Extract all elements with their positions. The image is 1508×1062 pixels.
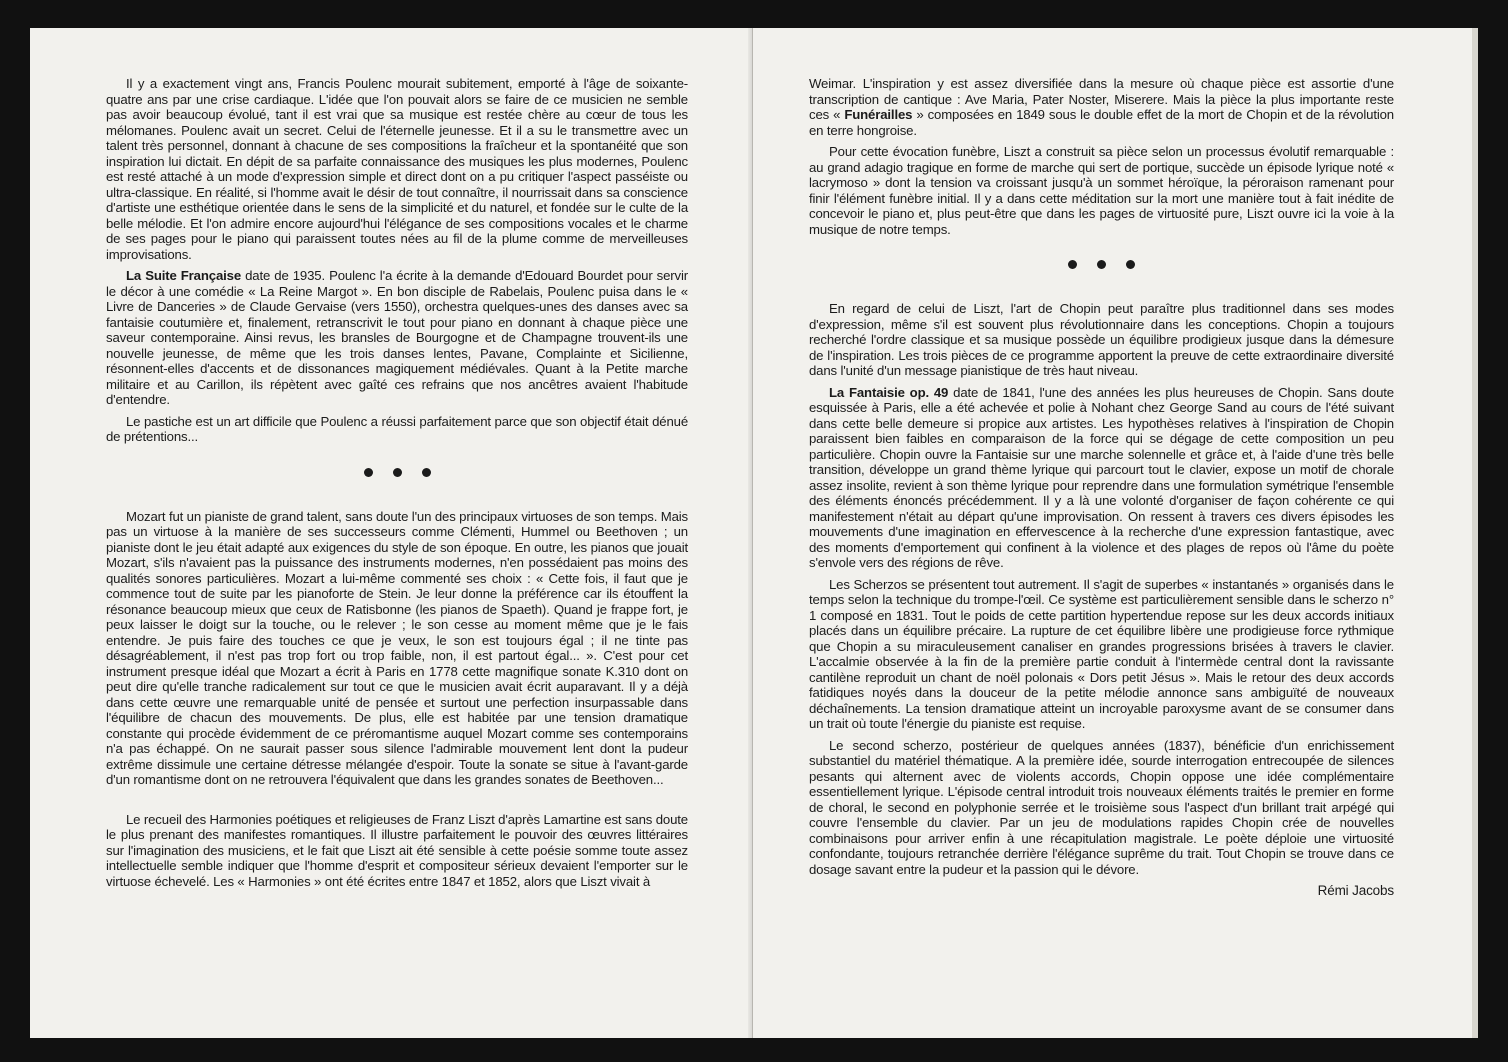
left-column — [106, 76, 688, 895]
fantaisie-paragraph — [809, 385, 1394, 571]
separator-dot-icon — [393, 468, 402, 477]
separator-dot-icon — [422, 468, 431, 477]
suite-francaise-paragraph — [106, 268, 688, 408]
section-separator-1 — [106, 465, 688, 479]
right-column — [809, 76, 1394, 899]
right-page — [753, 28, 1478, 1038]
evocation-funebre-paragraph: Pour cette évocation funèbre, Liszt a construit sa pièce selon un processus évolutif remarquable : au grand adagio tragique en forme de marche qui sert de portique, succède un épisode lyrique noté « lacrymoso » dont la tension va croissant jusqu'à un sommet héroïque, la péroraison ramenant pour finir l'élément funèbre initial. Il y a dans cette méditation sur la mort une manière tout à fait inédite de concevoir le piano et, plus peut-être que dans les pages de virtuosité pure, Liszt ouvre ici la voie à la musique de notre temps. — [809, 144, 1394, 237]
separator-dot-icon — [1097, 260, 1106, 269]
funerailles-text-a: Weimar. L'inspiration y est assez diversifiée dans la mesure où chaque pièce est assortie d'une transcription de cantique : Ave Maria, Pater Noster, Miserere. Mais la pièce la plus importante reste ces « — [809, 76, 1394, 122]
funerailles-title: Funérailles — [844, 107, 913, 122]
scherzos-paragraph: Les Scherzos se présentent tout autrement. Il s'agit de superbes « instantanés » organisés dans le temps selon la technique du trompe-l'œil. Ce système est particulièrement sensible dans le scherzo n° 1 composé en 1831. Tout le poids de cette partition hypertendue repose sur les deux accords initiaux placés dans un équilibre précaire. La rupture de cet équilibre libère une prodigieuse force rythmique que Chopin a su miraculeusement canaliser en grandes progressions brisées à travers le clavier. L'accalmie observée à la fin de la première partie conduit à l'intermède central dont la ravissante cantilène reproduit un chant de noël polonais « Dors petit Jésus ». Mais le retour des deux accords fatidiques noyés dans la douceur de la petite mélodie annonce sans ambiguïté de nouveaux déchaînements. La tension dramatique atteint un incroyable paroxysme avant de se consumer dans un trait où toute l'énergie du pianiste est requise. — [809, 576, 1394, 731]
section-separator-2 — [809, 257, 1394, 271]
fantaisie-text: date de 1841, l'une des années les plus heureuses de Chopin. Sans doute esquissée à Paris, elle a été achevée et polie à Nohant chez George Sand au cours de l'été suivant dans cette belle demeure si propice aux artistes. Les hypothèses relatives à l'inspiration de Chopin paraissent bien faibles en comparaison de la force qui se dégage de cette composition un peu particulière. Chopin ouvre la Fantaisie sur une marche solennelle et grâce et, à l'aide d'une très belle transition, développe un grand thème lyrique qui parcourt tout le clavier, expose un motif de chorale assez insolite, revient à son thème lyrique pour reprendre dans une formulation symétrique l'ensemble des éléments énoncés précédemment. Il y a là une volonté d'organiser de façon cohérente ce qui manifestement n'était au départ qu'une improvisation. On ressent à travers ces divers épisodes les mouvements d'une imagination en effervescence à la recherche d'une expression fantastique, avec des moments d'emportement qui confinent à la violence et des plages de repos où l'âme du poète s'envole vers des régions de rêve. — [809, 384, 1394, 570]
chopin-intro-paragraph: En regard de celui de Liszt, l'art de Chopin peut paraître plus traditionnel dans ses modes d'expression, même s'il est souvent plus révolutionnaire dans les conceptions. Chopin a toujours recherché l'ordre classique et sa musique possède un équilibre prodigieux jusque dans la démesure de l'inspiration. Les trois pièces de ce programme apportent la preuve de cette extraordinaire diversité dans l'unité d'un message pianistique de très haut niveau. — [809, 301, 1394, 378]
separator-dot-icon — [364, 468, 373, 477]
booklet-spread — [30, 28, 1478, 1038]
page-edge — [1472, 28, 1478, 1038]
separator-dot-icon — [1126, 260, 1135, 269]
liszt-harmonies-paragraph: Le recueil des Harmonies poétiques et religieuses de Franz Liszt d'après Lamartine est sans doute le plus prenant des manifestes romantiques. Il illustre parfaitement le pouvoir des œuvres littéraires sur l'imagination des musiciens, et le fait que Liszt ait été sensible à cette poésie somme toute assez intellectuelle semble indiquer que l'homme d'esprit et compositeur sérieux devaient l'emporter sur le virtuose échevelé. Les « Harmonies » ont été écrites entre 1847 et 1852, alors que Liszt vivait à — [106, 811, 688, 889]
mozart-paragraph: Mozart fut un pianiste de grand talent, sans doute l'un des principaux virtuoses de son temps. Mais pas un virtuose à la manière de ses successeurs comme Clémenti, Hummel ou Beethoven ; un pianiste dont le jeu était adapté aux exigences du style de son époque. En outre, les pianos que jouait Mozart, s'ils n'avaient pas la puissance des instruments modernes, n'en possédaient pas moins des qualités sonores particulières. Mozart a lui-même commenté ses choix : « Cette fois, il faut que je commence tout de suite par les pianoforte de Stein. Je leur donne la préférence car ils étouffent la résonance beaucoup mieux que ceux de Ratisbonne (les pianos de Spaeth). Quand je frappe fort, je peux laisser le doigt sur la touche, ou le relever ; le son cesse au moment même que je le fais entendre. Je puis faire des touches ce que je veux, le son est toujours égal ; il ne tinte pas désagréablement, il n'est pas trop fort ou trop faible, non, il est partout égal... ». C'est pour cet instrument presque idéal que Mozart a écrit à Paris en 1778 cette magnifique sonate K.310 dont on peut dire qu'elle tranche radicalement sur tout ce que le musicien avait écrit auparavant. Il y a déjà dans cette œuvre une remarquable unité de pensée et surtout une perfection insurpassable dans l'équilibre de chacun des mouvements. De plus, elle est habitée par une tension dramatique constante qui procède évidemment de ce préromantisme auquel Mozart comme ses contemporains n'a pas échappé. On ne saurait passer sous silence l'admirable mouvement lent dont la pudeur extrême dissimule une certaine détresse mélangée d'espoir. Toute la sonate se situe à l'avant-garde d'un romantisme dont on ne retrouvera l'équivalent que dans les grandes sonates de Beethoven... — [106, 508, 688, 787]
separator-dot-icon — [1068, 260, 1077, 269]
suite-francaise-title: La Suite Française — [126, 268, 242, 283]
fantaisie-title: La Fantaisie op. 49 — [829, 384, 949, 400]
second-scherzo-paragraph: Le second scherzo, postérieur de quelques années (1837), bénéficie d'un enrichissement substantiel du matériel thématique. A la première idée, sourde interrogation entrecoupée de silences pesants qui alternent avec de violents accords, Chopin oppose une idée complémentaire essentiellement lyrique. L'épisode central introduit trois nouveaux éléments traités le premier en forme de choral, le second en polyphonie serrée et le troisième sous l'aspect d'un brillant trait arpégé qui couvre l'ensemble du clavier. Par un jeu de modulations rapides Chopin crée de nouvelles combinaisons pour arriver enfin à une récapitulation magistrale. Le poète déploie une virtuosité confondante, toujours retranchée derrière l'élégance suprême du trait. Tout Chopin se trouve dans ce dosage savant entre la pudeur et la passion qui le dévore. — [809, 737, 1394, 877]
funerailles-text-b: » composées en 1849 sous le double effet de la mort de Chopin et de la révolution en terre hongroise. — [809, 107, 1394, 138]
left-page — [30, 28, 753, 1038]
paragraph-gap — [106, 794, 688, 812]
poulenc-intro-paragraph: Il y a exactement vingt ans, Francis Poulenc mourait subitement, emporté à l'âge de soixante-quatre ans par une crise cardiaque. L'idée que l'on pouvait alors se faire de ce musicien ne semble pas avoir beaucoup évolué, tant il est vrai que sa musique est restée chère au cœur de tous les mélomanes. Poulenc avait un secret. Celui de l'éternelle jeunesse. Et il a su le transmettre avec un talent très personnel, donnant à chacune de ses compositions la fraîcheur et la spontanéité que son inspiration lui dictait. En dépit de sa parfaite connaissance des musiques les plus modernes, Poulenc est resté attaché à un mode d'expression simple et direct dont on a pu critiquer l'aspect passéiste ou ultra-classique. En réalité, si l'homme avait le désir de tout connaître, il nourrissait dans sa conscience d'artiste une esthétique orientée dans le sens de la simplicité et du naturel, et fondée sur le culte de la belle mélodie. Et l'on admire encore aujourd'hui l'élégance de ses compositions vocales et le charme de ses pages pour le piano qui paraissent toutes nées au fil de la plume comme de merveilleuses improvisations. — [106, 76, 688, 262]
suite-francaise-text: date de 1935. Poulenc l'a écrite à la demande d'Edouard Bourdet pour servir le décor à une comédie « La Reine Margot ». En bon disciple de Rabelais, Poulenc puisa dans le « Livre de Danceries » de Claude Gervaise (vers 1550), orchestra quelques-unes des danses avec sa fantaisie coutumière et, finalement, retranscrivit le tout pour piano en donnant à chaque pièce une saveur contemporaine. Ainsi revus, les bransles de Bourgogne et de Champagne trouvent-ils une nouvelle jeunesse, de même que les trois danses lentes, Pavane, Complainte et Sicilienne, résonnent-elles d'accents et de dissonances magiquement médiévales. Quant à la Petite marche militaire et au Carillon, ils répètent avec gaîté ces refrains que nos ancêtres avaient l'habitude d'entendre. — [106, 268, 688, 407]
funerailles-paragraph — [809, 76, 1394, 138]
pastiche-paragraph: Le pastiche est un art difficile que Poulenc a réussi parfaitement parce que son objectif était dénué de prétentions... — [106, 413, 688, 444]
author-signature: Rémi Jacobs — [1317, 883, 1394, 898]
